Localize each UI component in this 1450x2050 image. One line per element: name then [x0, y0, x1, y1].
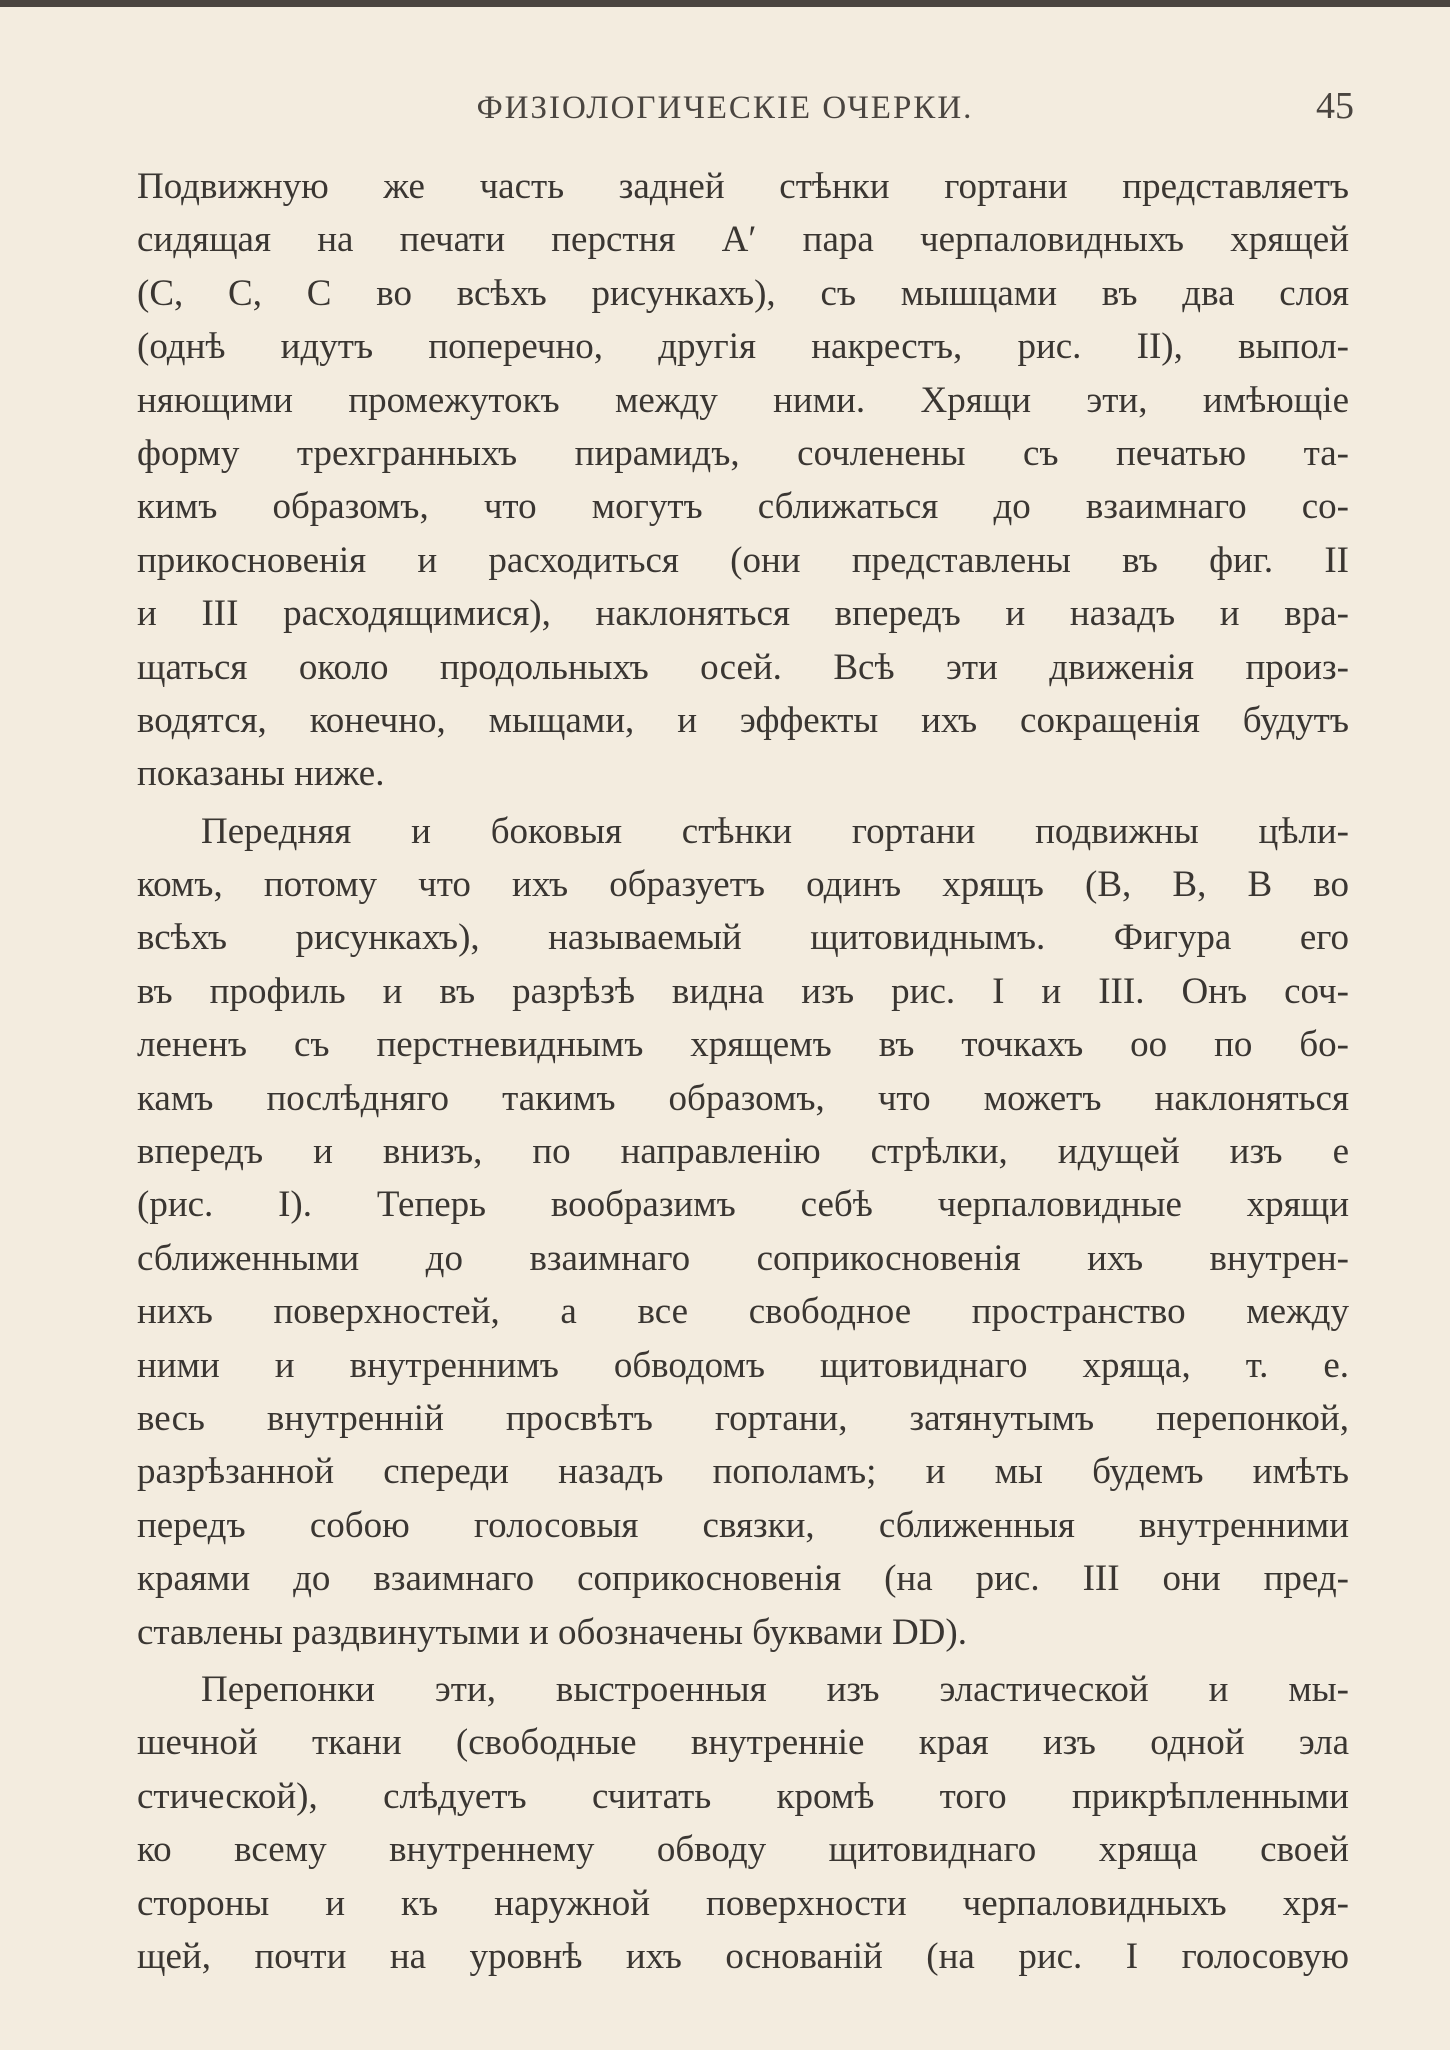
text-line: форму трехгранныхъ пирамидъ, сочленены съ печатью та- — [137, 432, 1349, 474]
text-line: сближенными до взаимнаго соприкосновенія ихъ внутрен- — [137, 1237, 1349, 1279]
text-line: всѣхъ рисункахъ), называемый щитовиднымъ. Фигура его — [137, 917, 1349, 959]
page-number: 45 — [1316, 85, 1354, 127]
text-line: шечной ткани (свободные внутренніе края изъ одной эла — [137, 1722, 1349, 1764]
text-line: комъ, потому что ихъ образуетъ одинъ хрящъ (B, B, B во — [137, 864, 1349, 906]
text-line: стороны и къ наружной поверхности черпаловидныхъ хря- — [137, 1882, 1349, 1924]
text-line: кимъ образомъ, что могутъ сближаться до взаимнаго со- — [137, 486, 1349, 528]
text-line: весь внутренній просвѣтъ гортани, затянутымъ перепонкой, — [137, 1397, 1349, 1439]
text-line: Перепонки эти, выстроенныя изъ эластической и мы- — [201, 1668, 1349, 1710]
text-line: (рис. I). Теперь вообразимъ себѣ черпаловидные хрящи — [137, 1184, 1349, 1226]
text-line: показаны ниже. — [137, 753, 385, 795]
text-line: Передняя и боковыя стѣнки гортани подвижны цѣли- — [201, 810, 1349, 852]
text-line: стической), слѣдуетъ считать кромѣ того прикрѣпленными — [137, 1775, 1349, 1817]
text-line: краями до взаимнаго соприкосновенія (на рис. III они пред- — [137, 1558, 1349, 1600]
text-line: разрѣзанной спереди назадъ пополамъ; и мы будемъ имѣть — [137, 1451, 1349, 1493]
text-line: щаться около продольныхъ осей. Всѣ эти движенія произ- — [137, 646, 1349, 688]
text-line: Подвижную же часть задней стѣнки гортани представляетъ — [137, 166, 1349, 207]
text-line: сидящая на печати перстня A′ пара черпаловидныхъ хрящей — [137, 219, 1349, 261]
text-line: нихъ поверхностей, а все свободное пространство между — [137, 1291, 1349, 1333]
text-line: впередъ и внизъ, по направленію стрѣлки, идущей изъ e — [137, 1131, 1349, 1173]
text-line: ними и внутреннимъ обводомъ щитовиднаго хряща, т. е. — [137, 1344, 1349, 1386]
text-line: передъ собою голосовыя связки, сближенныя внутренними — [137, 1504, 1349, 1546]
body-text — [137, 160, 1349, 1983]
text-line: ставлены раздвинутыми и обозначены буквами DD). — [137, 1611, 967, 1653]
text-line: няющими промежутокъ между ними. Хрящи эти, имѣющіе — [137, 379, 1349, 421]
running-title: ФИЗІОЛОГИЧЕСКІЕ ОЧЕРКИ. — [476, 90, 974, 126]
text-line: ко всему внутреннему обводу щитовиднаго хряща своей — [137, 1829, 1349, 1871]
text-line: (C, C, C во всѣхъ рисункахъ), съ мышцами въ два слоя — [137, 272, 1349, 314]
text-line: камъ послѣдняго такимъ образомъ, что можетъ наклоняться — [137, 1077, 1349, 1119]
text-line: щей, почти на уровнѣ ихъ основаній (на рис. I голосовую — [137, 1935, 1349, 1977]
text-line: лененъ съ перстневиднымъ хрящемъ въ точкахъ oo по бо- — [137, 1024, 1349, 1066]
text-line: въ профиль и въ разрѣзѣ видна изъ рис. I и III. Онъ соч- — [137, 970, 1349, 1012]
text-line: и III расходящимися), наклоняться впередъ и назадъ и вра- — [137, 593, 1349, 635]
top-rule — [0, 0, 1450, 7]
text-line: (однѣ идутъ поперечно, другія накрестъ, рис. II), выпол- — [137, 326, 1349, 368]
text-line: прикосновенія и расходиться (они представлены въ фиг. II — [137, 539, 1349, 581]
text-line: водятся, конечно, мыщами, и эффекты ихъ сокращенія будутъ — [137, 699, 1349, 741]
